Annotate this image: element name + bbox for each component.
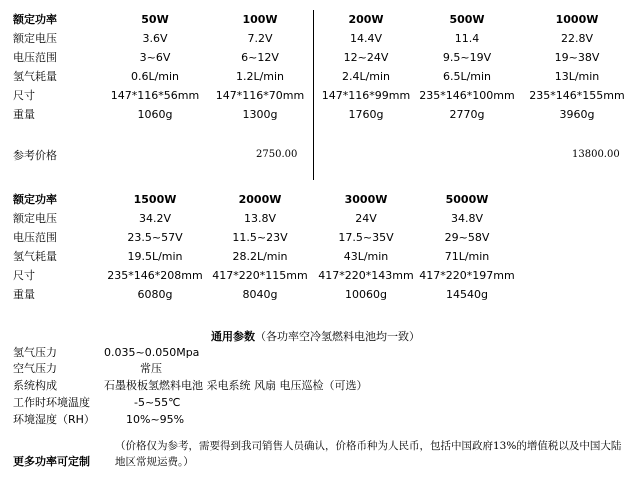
column-divider — [313, 10, 314, 180]
row-label: 重量 — [13, 288, 35, 301]
param-label: 系统构成 — [13, 379, 57, 392]
table-cell: 1300g — [242, 108, 278, 121]
common-title-note: （各功率空冷氢燃料电池均一致） — [255, 330, 420, 343]
table-row — [0, 270, 639, 289]
table2-header-3000w: 3000W — [344, 193, 388, 206]
param-value: -5~55℃ — [134, 396, 181, 409]
param-value: 10%~95% — [126, 413, 185, 426]
table-row — [0, 289, 639, 308]
table1-header-label: 额定功率 — [13, 13, 57, 26]
table-cell: 6~12V — [241, 51, 279, 64]
table-cell: 17.5~35V — [338, 231, 394, 244]
table-cell: 8040g — [242, 288, 278, 301]
table-cell: 417*220*143mm — [318, 269, 414, 282]
table-cell: 1060g — [137, 108, 173, 121]
table-cell: 7.2V — [247, 32, 273, 45]
table-cell: 2770g — [449, 108, 485, 121]
row-label: 尺寸 — [13, 269, 35, 282]
param-value: 0.035~0.050Mpa — [104, 346, 200, 359]
price-row — [0, 150, 639, 169]
param-label: 环境湿度（RH） — [13, 413, 95, 426]
table-row — [0, 71, 639, 90]
table-cell: 235*146*155mm — [529, 89, 625, 102]
table-cell: 13.8V — [243, 212, 277, 225]
table-row — [0, 33, 639, 52]
table-cell: 2.4L/min — [341, 70, 391, 83]
price-value-left: 2750.00 — [256, 149, 298, 160]
table-cell: 29~58V — [444, 231, 490, 244]
table-row — [0, 251, 639, 270]
param-label: 空气压力 — [13, 362, 57, 375]
table-cell: 3960g — [559, 108, 595, 121]
table-row — [0, 90, 639, 109]
table-cell: 34.2V — [138, 212, 172, 225]
table-cell: 3.6V — [142, 32, 168, 45]
table-row — [0, 109, 639, 128]
table-cell: 147*116*56mm — [110, 89, 200, 102]
table-cell: 6080g — [137, 288, 173, 301]
row-label: 重量 — [13, 108, 35, 121]
param-label: 氢气压力 — [13, 346, 57, 359]
table-cell: 0.6L/min — [130, 70, 180, 83]
param-value: 常压 — [140, 362, 162, 375]
table-cell: 6.5L/min — [442, 70, 492, 83]
price-value-right: 13800.00 — [572, 149, 620, 160]
table-cell: 147*116*99mm — [321, 89, 411, 102]
row-label: 电压范围 — [13, 231, 57, 244]
table2-header-5000w: 5000W — [445, 193, 489, 206]
table2-header-label: 额定功率 — [13, 193, 57, 206]
table2-header-2000w: 2000W — [238, 193, 282, 206]
param-label: 工作时环境温度 — [13, 396, 90, 409]
table-cell: 19~38V — [554, 51, 600, 64]
table1-header-1000w: 1000W — [555, 13, 599, 26]
table-cell: 10060g — [345, 288, 387, 301]
table-cell: 14.4V — [349, 32, 383, 45]
table2-header-row — [0, 194, 639, 213]
table1-header-200w: 200W — [348, 13, 384, 26]
row-label: 氢气耗量 — [13, 70, 57, 83]
table-row — [0, 232, 639, 251]
table-cell: 43L/min — [343, 250, 389, 263]
table-cell: 9.5~19V — [442, 51, 492, 64]
price-disclaimer: （价格仅为参考，需要得到我司销售人员确认，价格币种为人民币，包括中国政府13%的增值税以及中国大陆地区常规运费。） — [115, 440, 622, 468]
table-cell: 13L/min — [554, 70, 600, 83]
row-label: 尺寸 — [13, 89, 35, 102]
price-label: 参考价格 — [13, 149, 57, 162]
table1-header-100w: 100W — [242, 13, 278, 26]
table-cell: 147*116*70mm — [215, 89, 305, 102]
table-cell: 22.8V — [560, 32, 594, 45]
row-label: 电压范围 — [13, 51, 57, 64]
table-cell: 3~6V — [139, 51, 171, 64]
table-cell: 34.8V — [450, 212, 484, 225]
table1-header-500w: 500W — [449, 13, 485, 26]
table-cell: 235*146*100mm — [419, 89, 515, 102]
table1-header-50w: 50W — [141, 13, 169, 26]
table-cell: 12~24V — [343, 51, 389, 64]
table-row — [0, 213, 639, 232]
param-value: 石墨极板氢燃料电池 采电系统 风扇 电压巡检（可选） — [104, 379, 368, 392]
table-cell: 11.5~23V — [232, 231, 288, 244]
table-cell: 1.2L/min — [235, 70, 285, 83]
table-cell: 417*220*115mm — [212, 269, 308, 282]
table-cell: 235*146*208mm — [107, 269, 203, 282]
table-cell: 23.5~57V — [127, 231, 183, 244]
table2-header-1500w: 1500W — [133, 193, 177, 206]
table-row — [0, 52, 639, 71]
table-cell: 24V — [355, 212, 377, 225]
row-label: 额定电压 — [13, 212, 57, 225]
row-label: 额定电压 — [13, 32, 57, 45]
table-cell: 1760g — [348, 108, 384, 121]
table-cell: 11.4 — [454, 32, 480, 45]
customizable-power-label: 更多功率可定制 — [13, 455, 90, 468]
common-title-bold: 通用参数 — [211, 330, 255, 343]
common-params-title — [211, 331, 420, 342]
table-cell: 14540g — [446, 288, 488, 301]
table1-header-row — [0, 14, 639, 33]
table-cell: 19.5L/min — [127, 250, 183, 263]
table-cell: 71L/min — [444, 250, 490, 263]
table-cell: 28.2L/min — [232, 250, 288, 263]
row-label: 氢气耗量 — [13, 250, 57, 263]
table-cell: 417*220*197mm — [419, 269, 515, 282]
